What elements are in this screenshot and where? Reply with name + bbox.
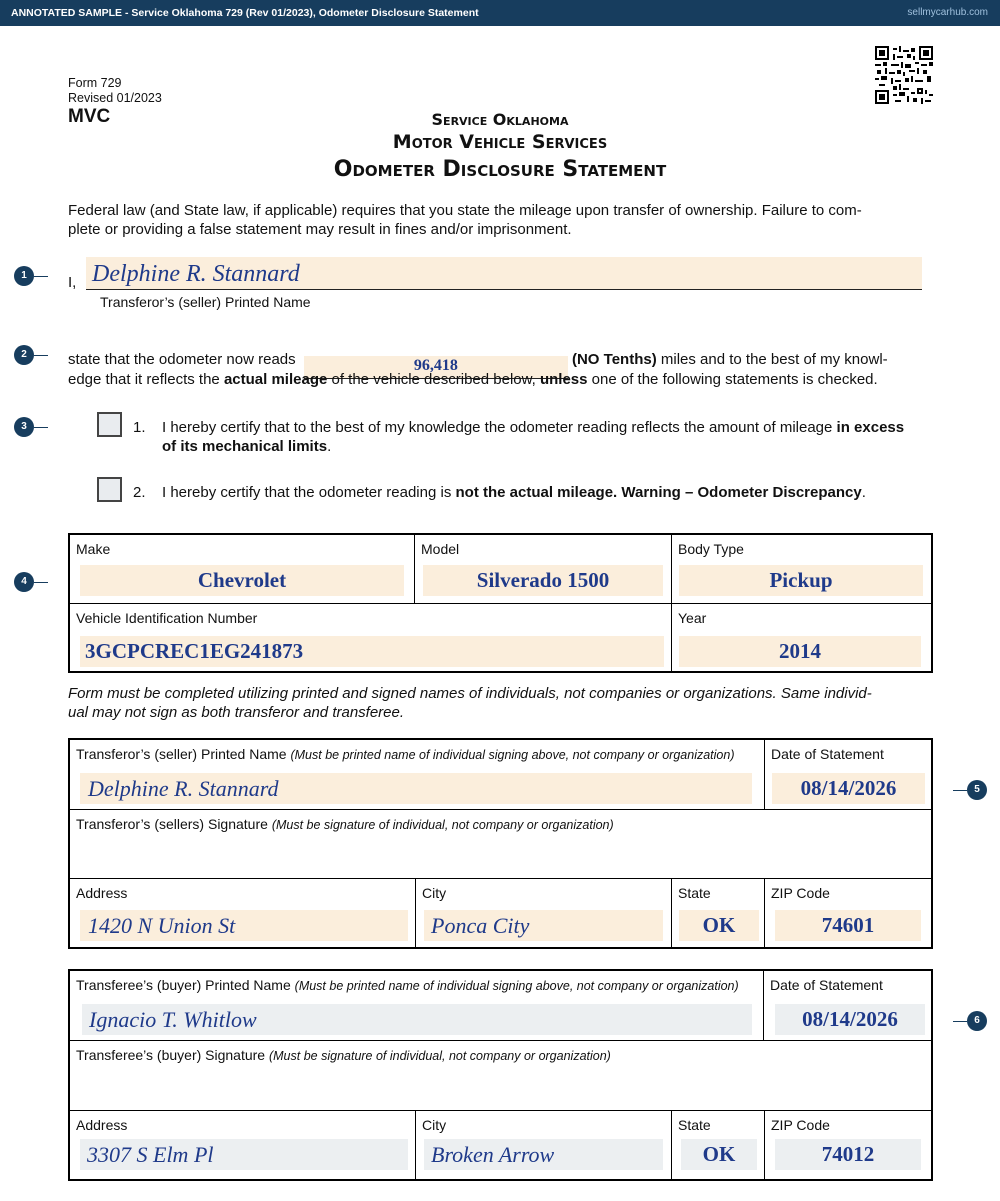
intro-line-1: Federal law (and State law, if applicable) requires that you state the mileage upon transfer of ownership. Failure to com-: [68, 202, 862, 219]
form-number: Form 729: [68, 76, 122, 90]
seller-zip-cell: [764, 878, 933, 949]
check-2-number: 2.: [133, 484, 146, 501]
buyer-date-field[interactable]: [775, 1004, 925, 1035]
seller-zip-label: ZIP Code: [771, 885, 830, 901]
buyer-date-cell: [763, 971, 933, 1041]
signing-note: [68, 684, 948, 722]
body-type-field[interactable]: [679, 565, 923, 596]
buyer-city-label: City: [422, 1117, 447, 1133]
odometer-text-a: miles and to the best of my knowl-: [660, 351, 888, 368]
odometer-prefix: state that the odometer now reads: [68, 351, 296, 368]
seller-address-cell: [70, 878, 416, 949]
body-type-value: Pickup: [769, 568, 833, 592]
buyer-zip-label: ZIP Code: [771, 1117, 830, 1133]
odometer-statement-line2: [68, 370, 878, 389]
model-value: Silverado 1500: [476, 568, 610, 592]
seller-name-label-text: Transferor’s (seller) Printed Name: [76, 746, 287, 762]
seller-state-value: OK: [702, 913, 736, 937]
seller-name-field[interactable]: [86, 257, 922, 290]
banner-title: ANNOTATED SAMPLE - Service Oklahoma 729 (Rev 01/2023), Odometer Disclosure Statement: [11, 7, 479, 19]
annotation-marker-2: 2: [14, 345, 34, 365]
make-value: Chevrolet: [197, 568, 287, 592]
annotation-marker-6: 6: [967, 1011, 987, 1031]
buyer-city-field[interactable]: [424, 1139, 663, 1170]
buyer-printed-name-field[interactable]: [82, 1004, 752, 1035]
check-1-emphasis: in excess of its mechanical limits: [162, 419, 905, 455]
intro-paragraph: [68, 201, 948, 239]
vin-value: 3GCPCREC1EG241873: [85, 639, 304, 663]
excess-mileage-checkbox[interactable]: [97, 412, 122, 437]
buyer-name-note: (Must be printed name of individual signing above, not company or organization): [294, 979, 739, 993]
buyer-name-label-text: Transferee’s (buyer) Printed Name: [76, 977, 291, 993]
form-revised: Revised 01/2023: [68, 91, 162, 105]
buyer-address-field[interactable]: [80, 1139, 408, 1170]
buyer-printed-name-value: Ignacio T. Whitlow: [89, 1007, 257, 1032]
vin-label: Vehicle Identification Number: [76, 610, 258, 626]
buyer-city-value: Broken Arrow: [431, 1142, 555, 1167]
buyer-address-value: 3307 S Elm Pl: [87, 1142, 214, 1167]
buyer-name-cell: [70, 971, 764, 1041]
page-title: Odometer Disclosure Statement: [333, 157, 667, 182]
annotation-banner: [0, 0, 1000, 26]
seller-name-caption: Transferor’s (seller) Printed Name: [100, 294, 311, 310]
buyer-signature-label: [76, 1047, 611, 1063]
seller-city-label: City: [422, 885, 447, 901]
model-cell: [414, 535, 672, 604]
seller-state-label: State: [678, 885, 711, 901]
seller-city-value: Ponca City: [431, 913, 530, 938]
buyer-date-label: Date of Statement: [770, 977, 883, 993]
buyer-date-value: 08/14/2026: [802, 1007, 898, 1031]
vin-field[interactable]: [80, 636, 664, 667]
make-label: Make: [76, 541, 111, 557]
odometer-text-c: of the vehicle described below,: [331, 371, 536, 388]
seller-zip-field[interactable]: [775, 910, 921, 941]
seller-printed-name-value: Delphine R. Stannard: [88, 776, 279, 801]
check-2-statement: I hereby certify that the odometer reading is: [162, 484, 452, 501]
buyer-city-cell: [415, 1110, 672, 1181]
check-1-text: [162, 418, 922, 456]
check-2-period: .: [861, 484, 866, 501]
year-value: 2014: [779, 639, 821, 663]
seller-date-value: 08/14/2026: [800, 776, 897, 800]
seller-address-label: Address: [76, 885, 128, 901]
body-type-cell: [671, 535, 933, 604]
marker-leader: [34, 276, 48, 277]
buyer-table: [68, 969, 933, 1181]
seller-date-cell: [764, 740, 933, 810]
buyer-state-cell: [671, 1110, 765, 1181]
note-line-2: ual may not sign as both transferor and transferee.: [68, 704, 405, 721]
seller-name-cell: [70, 740, 765, 810]
seller-date-label: Date of Statement: [771, 746, 884, 762]
buyer-name-label: [76, 977, 739, 993]
year-cell: [671, 603, 933, 673]
intro-line-2: plete or providing a false statement may result in fines and/or imprisonment.: [68, 221, 572, 238]
not-actual-mileage-checkbox[interactable]: [97, 477, 122, 502]
seller-state-cell: [671, 878, 765, 949]
seller-zip-value: 74601: [821, 913, 875, 937]
seller-city-field[interactable]: [424, 910, 663, 941]
buyer-zip-value: 74012: [821, 1142, 875, 1166]
check-2-emphasis: not the actual mileage. Warning – Odometer Discrepancy: [455, 484, 862, 501]
check-1-statement: I hereby certify that to the best of my knowledge the odometer reading reflects the amount of mileage: [162, 419, 833, 436]
seller-address-field[interactable]: [80, 910, 408, 941]
buyer-signature-cell[interactable]: [70, 1040, 933, 1111]
seller-address-value: 1420 N Union St: [88, 913, 236, 938]
marker-leader: [34, 582, 48, 583]
odometer-text-d: one of the following statements is checked.: [591, 371, 878, 388]
buyer-address-cell: [70, 1110, 416, 1181]
i-prefix: I,: [68, 274, 77, 291]
make-field[interactable]: [80, 565, 404, 596]
year-label: Year: [678, 610, 707, 626]
seller-table: [68, 738, 933, 949]
seller-signature-cell[interactable]: [70, 809, 933, 879]
heading-agency: Service Oklahoma: [431, 110, 569, 129]
banner-site: sellmycarhub.com: [907, 7, 988, 18]
seller-city-cell: [415, 878, 672, 949]
check-1-period: .: [327, 438, 332, 455]
make-cell: [70, 535, 415, 604]
unless-label: unless: [539, 371, 588, 388]
model-label: Model: [421, 541, 460, 557]
annotation-marker-5: 5: [967, 780, 987, 800]
model-field[interactable]: [423, 565, 663, 596]
seller-state-field[interactable]: [679, 910, 759, 941]
buyer-signature-label-text: Transferee’s (buyer) Signature: [76, 1047, 266, 1063]
year-field[interactable]: [679, 636, 921, 667]
buyer-state-label: State: [678, 1117, 711, 1133]
buyer-zip-field[interactable]: [775, 1139, 921, 1170]
marker-leader: [953, 790, 967, 791]
no-tenths-label: (NO Tenths): [571, 351, 657, 368]
buyer-signature-note: (Must be signature of individual, not company or organization): [268, 1049, 611, 1063]
check-1-number: 1.: [133, 419, 146, 436]
heading-division: Motor Vehicle Services: [392, 131, 608, 153]
actual-mileage-label: actual mileage: [223, 371, 328, 388]
agency-abbr: MVC: [68, 106, 111, 127]
annotation-marker-3: 3: [14, 417, 34, 437]
vehicle-table: [68, 533, 933, 673]
buyer-state-value: OK: [702, 1142, 736, 1166]
buyer-state-field[interactable]: [681, 1139, 757, 1170]
seller-date-field[interactable]: [772, 773, 925, 804]
body-type-label: Body Type: [678, 541, 744, 557]
seller-signature-label-text: Transferor’s (sellers) Signature: [76, 816, 268, 832]
qr-code-icon: [875, 46, 933, 104]
annotation-marker-4: 4: [14, 572, 34, 592]
form-info: [68, 76, 162, 106]
vin-cell: [70, 603, 672, 673]
seller-signature-label: [76, 816, 614, 832]
annotation-marker-1: 1: [14, 266, 34, 286]
buyer-address-label: Address: [76, 1117, 128, 1133]
marker-leader: [34, 355, 48, 356]
buyer-zip-cell: [764, 1110, 933, 1181]
odometer-value: 96,418: [413, 357, 458, 374]
seller-name-note: (Must be printed name of individual signing above, not company or organization): [290, 748, 735, 762]
check-2-text: [162, 483, 942, 502]
note-line-1: Form must be completed utilizing printed and signed names of individuals, not companies or organizations. Same individ-: [68, 685, 872, 702]
seller-name-value: Delphine R. Stannard: [92, 261, 300, 287]
seller-signature-note: (Must be signature of individual, not company or organization): [271, 818, 614, 832]
seller-name-label: [76, 746, 735, 762]
marker-leader: [953, 1021, 967, 1022]
odometer-text-b: edge that it reflects the: [68, 371, 220, 388]
marker-leader: [34, 427, 48, 428]
seller-printed-name-field[interactable]: [80, 773, 752, 804]
